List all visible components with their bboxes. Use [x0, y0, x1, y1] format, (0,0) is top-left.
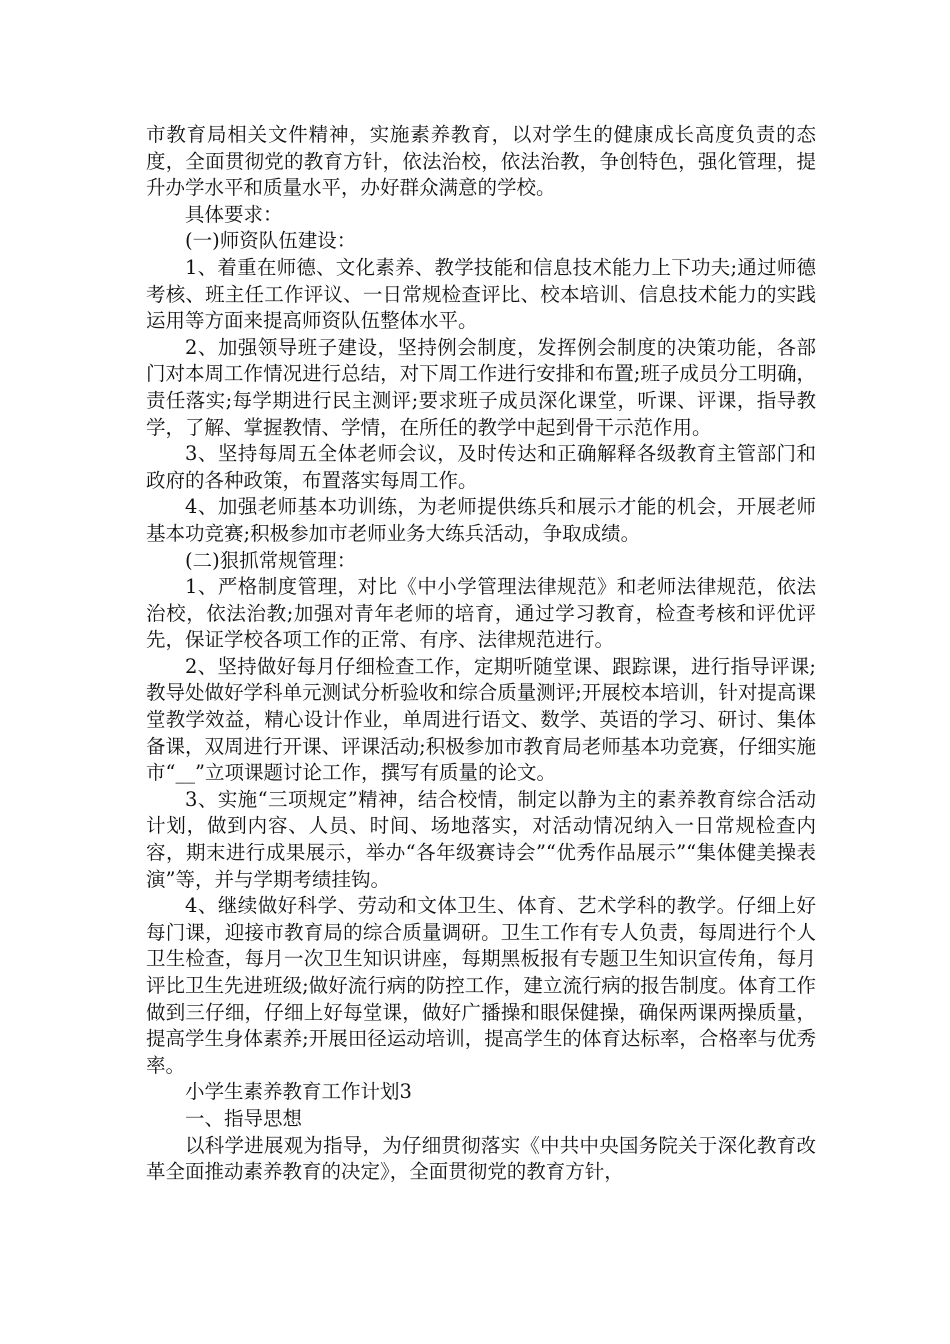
paragraph-requirements-heading: 具体要求：: [185, 202, 283, 226]
paragraph-item: 3、坚持每周五全体老师会议，及时传达和正确解释各级教育主管部门和政府的各种政策，布置落实每周工作。: [146, 442, 816, 492]
paragraph-item: 以科学进展观为指导，为仔细贯彻落实《中共中央国务院关于深化教育改革全面推动素养教育的决定》，全面贯彻党的教育方针，: [146, 1133, 816, 1184]
paragraph-continuation: 市教育局相关文件精神，实施素养教育，以对学生的健康成长高度负责的态度，全面贯彻党的教育方针，依法治校，依法治教，争创特色，强化管理，提升办学水平和质量水平，办好群众满意的学校。: [146, 123, 816, 200]
paragraph-item: 3、实施“三项规定”精神，结合校情，制定以静为主的素养教育综合活动计划，做到内容、人员、时间、场地落实，对活动情况纳入一日常规检查内容，期末进行成果展示，举办“各年级赛诗会”“优秀作品展示”“集体健美操表演”等，并与学期考绩挂钩。: [146, 787, 816, 891]
section-heading-teachers: (一)师资队伍建设：: [185, 229, 357, 253]
section-heading-guiding-ideology: 一、指导思想: [185, 1106, 303, 1130]
paragraph-item: 2、加强领导班子建设，坚持例会制度，发挥例会制度的决策功能，各部门对本周工作情况进行总结，对下周工作进行安排和布置;班子成员分工明确，责任落实;每学期进行民主测评;要求班子成员深化课堂，听课、评课，指导教学，了解、掌握教情、学情，在所任的教学中起到骨干示范作用。: [146, 335, 816, 439]
paragraph-item: 1、严格制度管理，对比《中小学管理法律规范》和老师法律规范，依法治校，依法治教;加强对青年老师的培育，通过学习教育，检查考核和评优评先，保证学校各项工作的正常、有序、法律规范进行。: [146, 575, 816, 652]
paragraph-item: 1、着重在师德、文化素养、教学技能和信息技术能力上下功夫;通过师德考核、班主任工作评议、一日常规检查评比、校本培训、信息技术能力的实践运用等方面来提高师资队伍整体水平。: [146, 255, 816, 333]
section-heading-management: (二)狠抓常规管理：: [185, 548, 357, 572]
paragraph-item: 2、坚持做好每月仔细检查工作，定期听随堂课、跟踪课，进行指导评课;教导处做好学科单元测试分析验收和综合质量测评;开展校本培训，针对提高课堂教学效益，精心设计作业，单周进行语文、数学、英语的学习、研讨、集体备课，双周进行开课、评课活动;积极参加市教育局老师基本功竞赛，仔细实施市“__”立项课题讨论工作，撰写有质量的论文。: [146, 654, 816, 785]
plan-title: 小学生素养教育工作计划3: [185, 1080, 412, 1104]
paragraph-item: 4、继续做好科学、劳动和文体卫生、体育、艺术学科的教学。仔细上好每门课，迎接市教育局的综合质量调研。卫生工作有专人负责，每周进行个人卫生检查，每月一次卫生知识讲座，每期黑板报有专题卫生知识宣传角，每月评比卫生先进班级;做好流行病的防控工作，建立流行病的报告制度。体育工作做到三仔细，仔细上好每堂课，做好广播操和眼保健操，确保两课两操质量，提高学生身体素养;开展田径运动培训，提高学生的体育达标率，合格率与优秀率。: [146, 894, 816, 1077]
paragraph-item: 4、加强老师基本功训练，为老师提供练兵和展示才能的机会，开展老师基本功竞赛;积极参加市老师业务大练兵活动，争取成绩。: [146, 495, 816, 545]
document-body: [146, 122, 816, 1186]
